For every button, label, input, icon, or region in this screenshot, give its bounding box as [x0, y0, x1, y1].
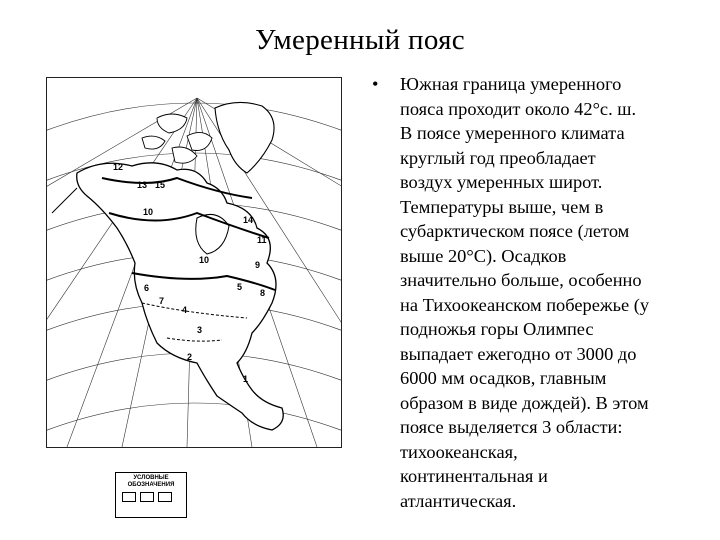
legend-swatch — [122, 492, 136, 502]
text-line: образом в виде дождей). В этом — [400, 392, 649, 413]
text-line: Температуры выше, чем в — [400, 196, 604, 217]
legend-title: УСЛОВНЫЕ ОБОЗНАЧЕНИЯ — [127, 475, 175, 488]
map-legend — [115, 472, 187, 518]
region-number: 11 — [257, 235, 267, 245]
region-number: 3 — [197, 325, 203, 335]
region-number: 6 — [144, 283, 150, 293]
text-line: выпадает ежегодно от 3000 до — [400, 343, 637, 364]
slide-title-text: Умеренный пояс — [255, 24, 465, 56]
region-number: 9 — [255, 260, 261, 270]
region-number: 10 — [143, 207, 154, 217]
climate-map-north-america — [46, 77, 342, 488]
map-drawing — [47, 78, 341, 447]
region-number: 15 — [155, 180, 166, 190]
region-number: 5 — [237, 282, 243, 292]
text-line: тихоокеанская, — [400, 441, 518, 462]
text-line: выше 20°С). Осадков — [400, 245, 567, 266]
region-number: 13 — [137, 180, 148, 190]
region-number: 2 — [187, 352, 193, 362]
text-line: воздух умеренных широт. — [400, 172, 603, 192]
text-line: поясе выделяется 3 области: — [400, 417, 623, 437]
text-line: континентальная и — [400, 466, 548, 486]
region-number: 4 — [182, 305, 188, 315]
legend-swatch — [158, 492, 172, 502]
text-line: круглый год преобладает — [400, 147, 596, 168]
text-line: субарктическом поясе (летом — [400, 221, 630, 241]
region-number: 10 — [199, 255, 210, 265]
slide-title — [0, 24, 720, 57]
region-number: 1 — [243, 374, 249, 384]
text-line: 6000 мм осадков, главным — [400, 368, 607, 388]
legend-swatch — [140, 492, 154, 502]
region-number: 12 — [113, 162, 124, 172]
text-line: Южная граница умеренного — [400, 74, 622, 94]
text-line: В поясе умеренного климата — [400, 123, 625, 143]
text-line: значительно больше, особенно — [400, 270, 642, 290]
text-line: подножья горы Олимпес — [400, 319, 594, 339]
region-number: 8 — [260, 288, 266, 298]
legend-swatches — [122, 492, 180, 502]
region-number: 7 — [159, 296, 165, 306]
region-number: 14 — [243, 215, 254, 225]
bullet-marker: • — [372, 74, 379, 94]
bullet-paragraph — [400, 72, 700, 513]
text-line: атлантическая. — [400, 490, 517, 511]
text-line: пояса проходит около 42°с. ш. — [400, 98, 637, 119]
text-line: на Тихоокеанском побережье (у — [400, 294, 650, 315]
